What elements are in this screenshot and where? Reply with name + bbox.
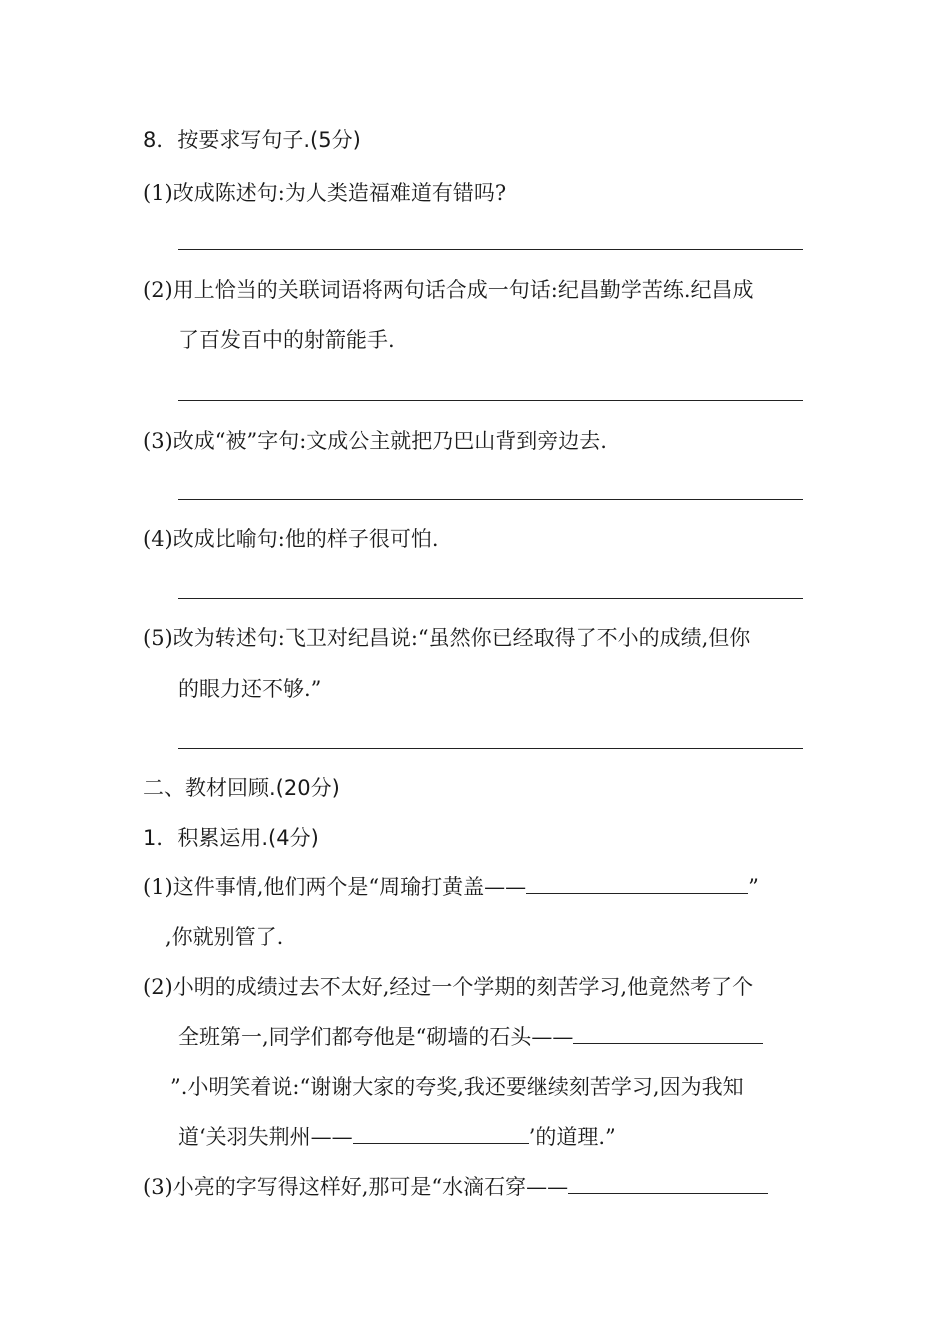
s2-item-2-line4 <box>178 1122 616 1152</box>
q8-item-2-line2: 了百发百中的射箭能手. <box>178 328 395 352</box>
q8-item-5-line1: (5)改为转述句:飞卫对纪昌说:“虽然你已经取得了不小的成绩,但你 <box>143 626 751 650</box>
s2-item-2-line1: (2)小明的成绩过去不太好,经过一个学期的刻苦学习,他竟然考了个 <box>143 975 754 999</box>
fill-blank-4[interactable] <box>568 1173 768 1194</box>
answer-line-2[interactable] <box>178 400 803 401</box>
s2-item-2-text: 全班第一,同学们都夸他是“砌墙的石头—— <box>178 1025 574 1049</box>
section-2-title: 二、教材回顾.(20分) <box>143 776 340 800</box>
s2-item-3-line1 <box>143 1172 768 1202</box>
answer-line-1[interactable] <box>178 249 803 250</box>
s2-item-2-text-c: ’的道理.” <box>528 1125 616 1149</box>
q8-item-3: (3)改成“被”字句:文成公主就把乃巴山背到旁边去. <box>143 429 607 453</box>
q8-item-4: (4)改成比喻句:他的样子很可怕. <box>143 527 439 551</box>
fill-blank-2[interactable] <box>573 1023 763 1044</box>
q8-item-5-line2: 的眼力还不够.” <box>178 677 322 701</box>
s2-item-1-line2: ,你就别管了. <box>165 925 284 949</box>
s2-item-1-text: (1)这件事情,他们两个是“周瑜打黄盖—— <box>143 875 527 899</box>
s2-item-2-line2 <box>178 1022 763 1052</box>
answer-line-3[interactable] <box>178 499 803 500</box>
answer-line-5[interactable] <box>178 748 803 749</box>
s2-item-2-text-b: 道‘关羽失荆州—— <box>178 1125 353 1149</box>
question-1-title: 1．积累运用.(4分) <box>143 826 319 850</box>
s2-item-1-close-quote: ” <box>748 875 759 899</box>
fill-blank-1[interactable] <box>526 873 748 894</box>
q8-item-1: (1)改成陈述句:为人类造福难道有错吗? <box>143 181 507 205</box>
s2-item-3-text: (3)小亮的字写得这样好,那可是“水滴石穿—— <box>143 1175 569 1199</box>
s2-item-2-line3: ”.小明笑着说:“谢谢大家的夸奖,我还要继续刻苦学习,因为我知 <box>170 1075 744 1099</box>
fill-blank-3[interactable] <box>353 1123 529 1144</box>
answer-line-4[interactable] <box>178 598 803 599</box>
q8-item-2-line1: (2)用上恰当的关联词语将两句话合成一句话:纪昌勤学苦练.纪昌成 <box>143 278 754 302</box>
question-8-title: 8．按要求写句子.(5分) <box>143 128 361 152</box>
s2-item-1-line1 <box>143 872 759 902</box>
